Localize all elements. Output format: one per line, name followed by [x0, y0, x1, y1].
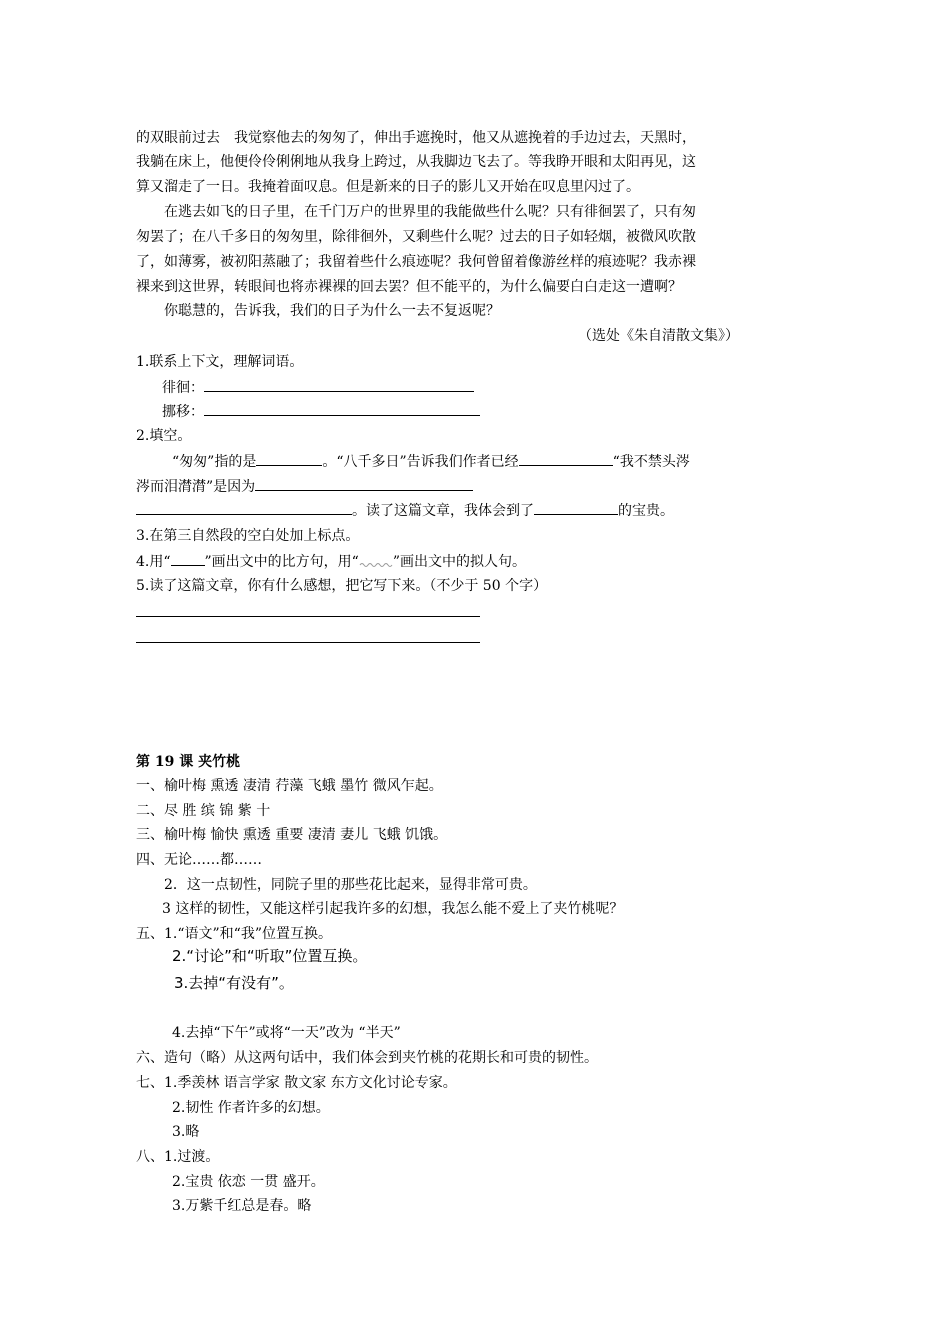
question-5: 5.读了这篇文章，你有什么感想，把它写下来。（不少于 50 个字）: [136, 578, 548, 594]
answer-line: 七、1.季羡林 语言学家 散文家 东方文化讨论专家。: [136, 1075, 457, 1091]
question-1a: [162, 377, 474, 398]
answer-line: 五、1.“语文”和“我”位置互换。: [136, 926, 332, 942]
passage-line: 了，如薄雾，被初阳蒸融了；我留着些什么痕迹呢？我何曾留着像游丝样的痕迹呢？我赤裸: [136, 254, 696, 270]
question-1: 1.联系上下文，理解词语。: [136, 354, 304, 370]
passage-line: 你聪慧的，告诉我，我们的日子为什么一去不复返呢？: [136, 303, 500, 319]
straight-underline-icon: [171, 551, 205, 566]
question-2-line2: [136, 476, 473, 497]
answer-line: 3.略: [172, 1124, 200, 1140]
answer-blank[interactable]: [204, 401, 480, 416]
question-1b: [162, 401, 480, 422]
q4-text: ”画出文中的拟人句。: [392, 554, 527, 570]
term-label: 挪移：: [162, 404, 204, 420]
answer-blank[interactable]: [256, 451, 322, 466]
question-3: 3.在第三自然段的空白处加上标点。: [136, 528, 360, 544]
q4-text: 4.用“: [136, 554, 171, 570]
answer-line: 4.去掉“下午”或将“一天”改为 “半天”: [172, 1025, 401, 1041]
answer-line: 3.去掉“有没有”。: [174, 974, 294, 992]
wavy-underline-icon: [359, 560, 393, 568]
fill-text: 涔而泪潸潸”是因为: [136, 479, 256, 495]
passage-line: 在逃去如飞的日子里，在千门万户的世界里的我能做些什么呢？只有徘徊罢了，只有匆: [136, 204, 696, 220]
answer-blank[interactable]: [519, 451, 613, 466]
answer-line: 2.宝贵 依恋 一贯 盛开。: [172, 1174, 325, 1190]
passage-line: 匆罢了；在八千多日的匆匆里，除徘徊外，又剩些什么呢？过去的日子如轻烟，被微风吹散: [136, 229, 696, 245]
answer-line: 3 这样的韧性，又能这样引起我许多的幻想，我怎么能不爱上了夹竹桃呢？: [162, 901, 624, 917]
passage-line: 我躺在床上，他便伶伶俐俐地从我身上跨过，从我脚边飞去了。等我睁开眼和太阳再见，这: [136, 154, 696, 170]
question-2-line3: [136, 500, 674, 521]
writing-line[interactable]: [136, 616, 480, 617]
answer-line: 八、1.过渡。: [136, 1149, 220, 1165]
question-2: 2.填空。: [136, 428, 192, 444]
passage-line: 裸来到这世界，转眼间也将赤裸裸的回去罢？但不能平的，为什么偏要白白走这一遭啊？: [136, 279, 682, 295]
passage-line: 算又溜走了一日。我掩着面叹息。但是新来的日子的影儿又开始在叹息里闪过了。: [136, 179, 640, 195]
fill-text: “我不禁头涔: [612, 454, 690, 470]
passage-line: 的双眼前过去 我觉察他去的匆匆了，伸出手遮挽时，他又从遮挽着的手边过去，天黑时，: [136, 130, 696, 146]
writing-line[interactable]: [136, 642, 480, 643]
fill-text: 。读了这篇文章，我体会到了: [352, 503, 534, 519]
answer-blank[interactable]: [136, 500, 352, 515]
lesson-title: 第 19 课 夹竹桃: [136, 754, 241, 770]
fill-text: “匆匆”指的是: [172, 454, 257, 470]
answer-line: 2.“讨论”和“听取”位置互换。: [172, 947, 368, 965]
q4-text: ”画出文中的比方句，用“: [204, 554, 359, 570]
fill-text: 。“八千多日”告诉我们作者已经: [322, 454, 519, 470]
answer-line: 四、无论……都……: [136, 852, 262, 868]
answer-line: 一、榆叶梅 熏透 凄清 荇藻 飞蛾 墨竹 微风乍起。: [136, 778, 443, 794]
answer-blank[interactable]: [204, 377, 474, 392]
question-2-line1: [172, 451, 690, 472]
term-label: 徘徊：: [162, 380, 204, 396]
answer-line: 2．这一点韧性，同院子里的那些花比起来，显得非常可贵。: [164, 877, 537, 893]
question-4: [136, 551, 526, 572]
answer-blank[interactable]: [534, 500, 618, 515]
answer-line: 2.韧性 作者许多的幻想。: [172, 1100, 330, 1116]
answer-line: 二、尽 胜 缤 锦 紫 十: [136, 803, 271, 819]
answer-line: 六、造句（略）从这两句话中，我们体会到夹竹桃的花期长和可贵的韧性。: [136, 1050, 598, 1066]
answer-line: 3.万紫千红总是春。略: [172, 1198, 312, 1214]
fill-text: 的宝贵。: [618, 503, 674, 519]
answer-line: 三、榆叶梅 愉快 熏透 重要 凄清 妻儿 飞蛾 饥饿。: [136, 827, 448, 843]
answer-blank[interactable]: [255, 476, 473, 491]
passage-source: （选处《朱自清散文集》）: [578, 328, 739, 344]
